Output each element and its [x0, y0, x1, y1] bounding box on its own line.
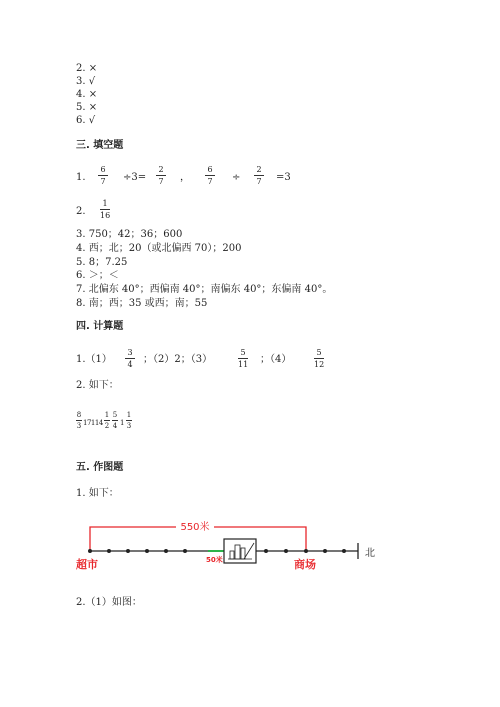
building-icon — [224, 539, 256, 563]
fill-answer-line: 7. 北偏东 40°；西偏南 40°；南偏东 40°；东偏南 40°。 — [76, 284, 333, 295]
fill-answer-line: 5. 8；7.25 — [76, 257, 128, 268]
section-heading-fill-blank: 三. 填空题 — [76, 140, 124, 151]
section-heading-calculation: 四. 计算题 — [76, 321, 124, 332]
end-label: 商场 — [294, 558, 316, 571]
fraction: 1 2 — [104, 411, 110, 430]
fraction: 1 16 — [100, 199, 111, 220]
start-label: 超市 — [76, 558, 98, 571]
fraction: 5 11 — [238, 348, 249, 369]
fill-answer-line: 4. 西；北；20（或北偏西 70）；200 — [76, 243, 242, 254]
scale-label: 50米 — [206, 556, 223, 564]
separator-text: ， — [180, 172, 190, 183]
fraction: 6 7 — [98, 165, 108, 186]
calc-q1-part3: ；（4） — [260, 354, 292, 365]
route-diagram — [0, 515, 500, 575]
answer-3: 3. √ — [76, 76, 96, 87]
fill-q1-number: 1. — [76, 172, 86, 183]
draw-q1-label: 1. 如下： — [76, 488, 119, 499]
fraction: 8 3 — [76, 411, 82, 430]
calc-q1-part2: ；（2）2；（3） — [143, 354, 213, 365]
fraction: 1 3 — [126, 411, 132, 430]
north-label: 北 — [365, 548, 375, 559]
answer-5: 5. × — [76, 102, 98, 113]
answer-4: 4. × — [76, 89, 98, 100]
fraction: 2 7 — [156, 165, 166, 186]
fill-answer-line: 6. ＞；＜ — [76, 270, 119, 281]
answer-6: 6. √ — [76, 115, 96, 126]
operator-text: ÷ — [232, 172, 241, 183]
calc-q1-part1: 1.（1） — [76, 354, 112, 365]
fill-answer-line: 8. 南；西；35 或西；南；55 — [76, 298, 208, 309]
answer-2: 2. × — [76, 63, 98, 74]
chain-text: 1 — [120, 419, 125, 427]
fill-answer-line: 3. 750；42；36；600 — [76, 229, 183, 240]
calc-q2-label: 2. 如下： — [76, 380, 119, 391]
operator-text: ÷3= — [123, 172, 147, 183]
section-heading-drawing: 五. 作图题 — [76, 462, 124, 473]
fraction: 5 12 — [314, 348, 325, 369]
fraction: 2 7 — [254, 165, 264, 186]
fraction: 6 7 — [205, 165, 215, 186]
distance-label: 550米 — [180, 522, 210, 533]
fraction: 3 4 — [125, 348, 135, 369]
result-text: =3 — [276, 172, 291, 183]
fill-q2-number: 2. — [76, 206, 86, 217]
fraction: 5 4 — [112, 411, 118, 430]
draw-q2-label: 2.（1）如图： — [76, 597, 142, 608]
chain-text: 17114 — [83, 419, 103, 427]
